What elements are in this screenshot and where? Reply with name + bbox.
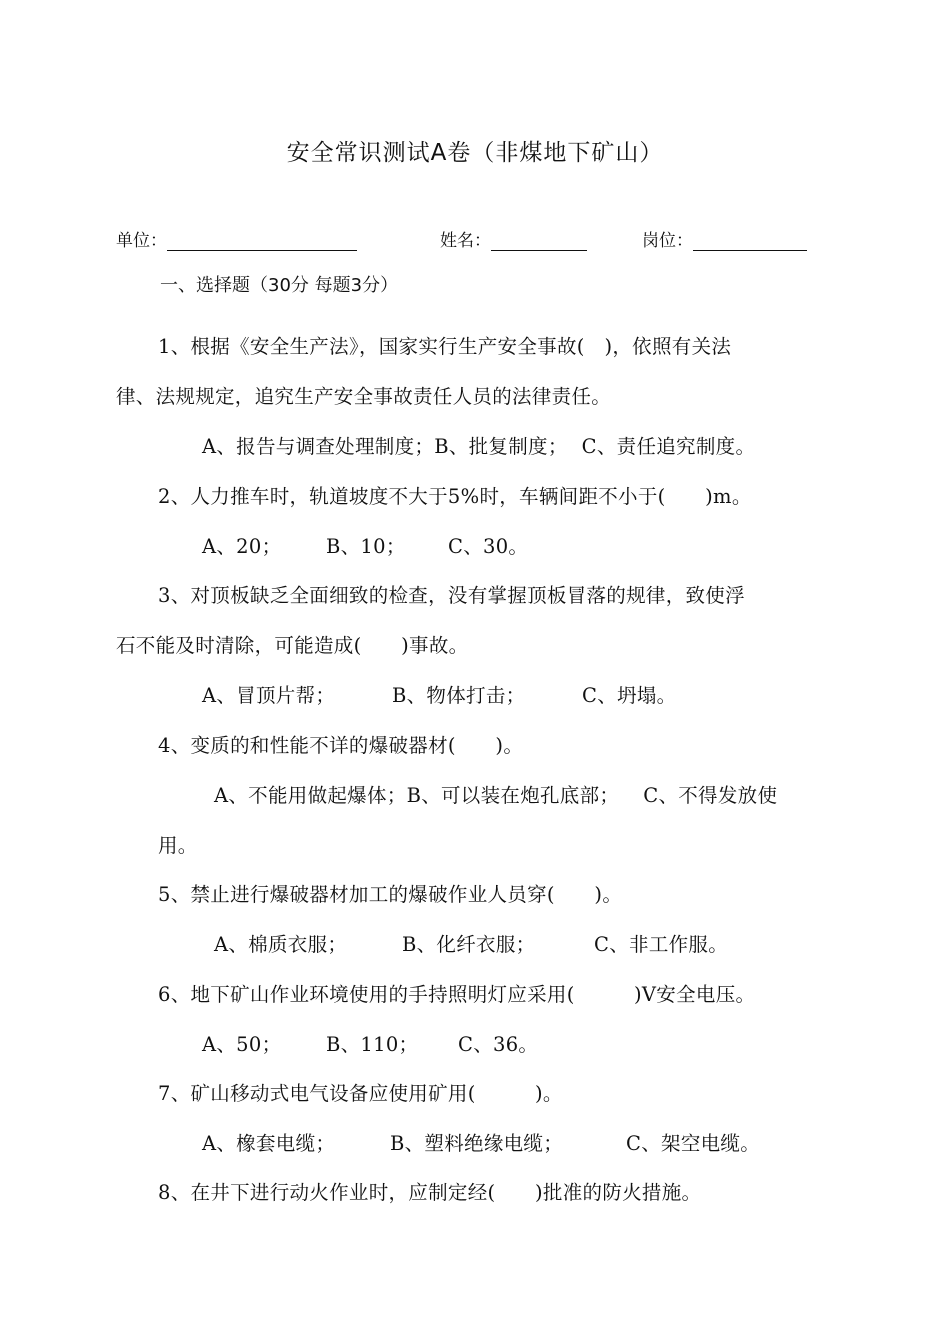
- option-b: B、10；: [326, 535, 406, 558]
- option-a: A、报告与调查处理制度；: [202, 435, 435, 458]
- unit-blank: [167, 230, 357, 251]
- option-c: C、非工作服。: [594, 933, 729, 956]
- question-2-line-1: 2、人力推车时，轨道坡度不大于5%时，车辆间距不小于( )m。: [158, 485, 752, 508]
- unit-label: 单位：: [116, 231, 167, 251]
- question-6-line-1: 6、地下矿山作业环境使用的手持照明灯应采用( )V安全电压。: [158, 983, 756, 1006]
- option-b: B、物体打击；: [392, 684, 526, 707]
- question-4-line-1: 4、变质的和性能不详的爆破器材( )。: [158, 734, 524, 757]
- option-a: A、20；: [202, 535, 282, 558]
- name-label: 姓名：: [440, 231, 491, 251]
- question-7-options: [202, 1128, 760, 1156]
- question-4-continuation: 用。: [158, 834, 198, 857]
- option-c: C、责任追究制度。: [581, 435, 756, 458]
- question-5-line-1: 5、禁止进行爆破器材加工的爆破作业人员穿( )。: [158, 883, 623, 906]
- option-a: A、50；: [202, 1033, 282, 1056]
- option-c: C、36。: [458, 1033, 539, 1056]
- post-blank: [693, 230, 807, 251]
- option-b: B、110；: [326, 1033, 419, 1056]
- option-b: B、批复制度；: [434, 435, 568, 458]
- option-b: B、化纤衣服；: [402, 933, 536, 956]
- question-6-options: [202, 1029, 538, 1057]
- question-3-options: [202, 680, 676, 708]
- question-8-line-1: 8、在井下进行动火作业时，应制定经( )批准的防火措施。: [158, 1181, 702, 1204]
- question-2-options: [202, 531, 528, 559]
- option-c: C、30。: [448, 535, 529, 558]
- option-c: C、坍塌。: [582, 684, 677, 707]
- option-b: B、塑料绝缘电缆；: [390, 1132, 564, 1155]
- option-a: A、冒顶片帮；: [202, 684, 336, 707]
- option-c: C、架空电缆。: [626, 1132, 761, 1155]
- question-3-line-1: 3、对顶板缺乏全面细致的检查，没有掌握顶板冒落的规律，致使浮: [158, 584, 745, 607]
- unit-field: [116, 226, 357, 251]
- question-1-line-2: 律、法规规定，追究生产安全事故责任人员的法律责任。: [116, 385, 612, 408]
- name-blank: [491, 230, 587, 251]
- name-field: [440, 226, 587, 251]
- question-3-line-2: 石不能及时清除，可能造成( )事故。: [116, 634, 469, 657]
- question-7-line-1: 7、矿山移动式电气设备应使用矿用( )。: [158, 1082, 563, 1105]
- post-label: 岗位：: [642, 231, 693, 251]
- question-1-options: [202, 431, 755, 459]
- post-field: [642, 226, 807, 251]
- section-heading: 一、选择题（30分 每题3分）: [160, 275, 399, 296]
- option-a: A、棉质衣服；: [214, 933, 348, 956]
- option-a-b: A、不能用做起爆体；B、可以装在炮孔底部；: [214, 784, 620, 807]
- document-title: 安全常识测试A卷（非煤地下矿山）: [286, 140, 664, 166]
- question-1-line-1: 1、根据《安全生产法》，国家实行生产安全事故( )，依照有关法: [158, 335, 732, 358]
- question-5-options: [214, 929, 728, 957]
- option-c: C、不得发放使: [643, 784, 778, 807]
- option-a: A、橡套电缆；: [202, 1132, 336, 1155]
- question-4-options: [214, 780, 777, 808]
